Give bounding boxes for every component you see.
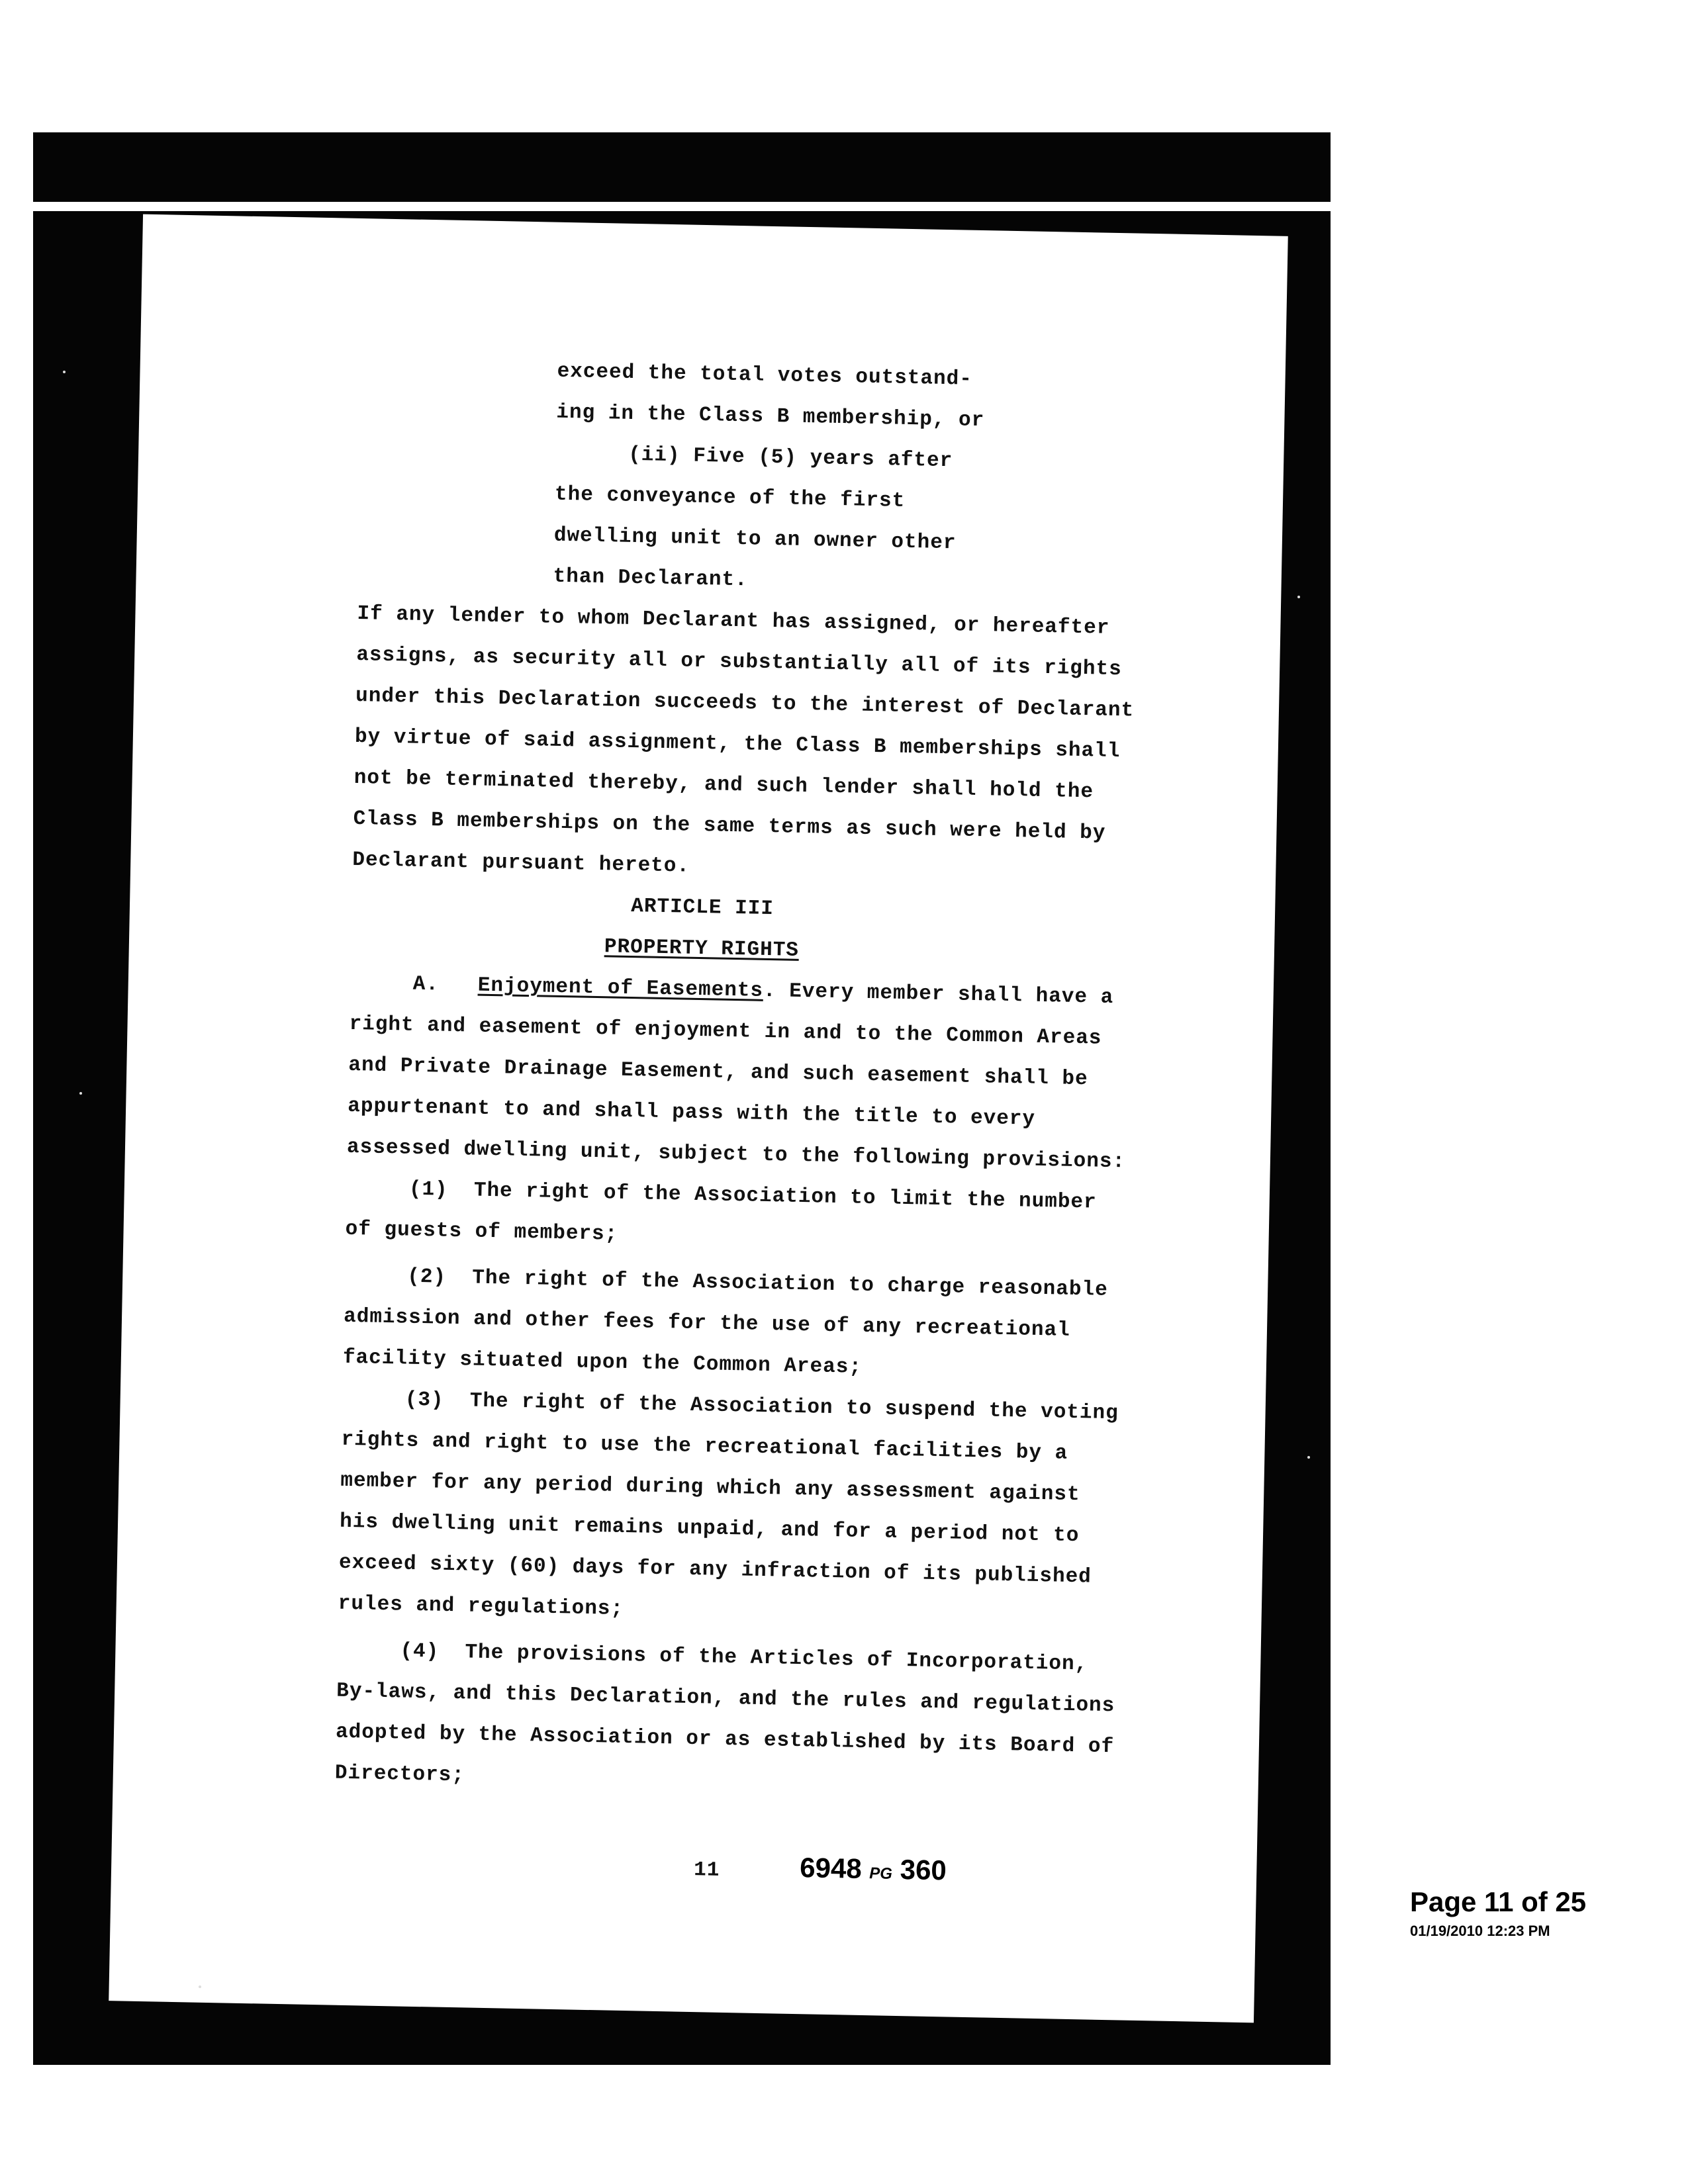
viewer-timestamp: 01/19/2010 12:23 PM xyxy=(1410,1923,1550,1939)
provision-line: member for any period during which any assessment against xyxy=(340,1469,1080,1507)
stamp-page: 360 xyxy=(900,1854,947,1886)
provision-line: rules and regulations; xyxy=(338,1592,624,1621)
body-line: (ii) Five (5) years after xyxy=(628,443,953,473)
provision-line: (4) The provisions of the Articles of Incorporation, xyxy=(400,1639,1088,1676)
article-heading: ARTICLE III xyxy=(630,894,774,921)
body-line: dwelling unit to an owner other xyxy=(553,523,957,555)
body-line: assessed dwelling unit, subject to the following provisions: xyxy=(346,1135,1126,1174)
body-line: not be terminated thereby, and such lender shall hold the xyxy=(353,766,1094,804)
section-a-line xyxy=(413,974,1114,1008)
scan-speck xyxy=(79,1092,82,1095)
section-heading: PROPERTY RIGHTS xyxy=(604,935,800,962)
provision-line: (2) The right of the Association to charge reasonable xyxy=(406,1265,1109,1302)
provision-line: facility situated upon the Common Areas; xyxy=(342,1345,863,1379)
body-line: If any lender to whom Declarant has assigned, or hereafter xyxy=(357,602,1110,640)
viewer-page-label: Page 11 of 25 xyxy=(1410,1886,1587,1917)
document-page xyxy=(109,214,1288,2023)
provision-line: (1) The right of the Association to limit the number xyxy=(408,1177,1097,1214)
body-line: and Private Drainage Easement, and such easement shall be xyxy=(348,1053,1088,1091)
body-line: exceed the total votes outstand- xyxy=(557,359,973,391)
provision-line: exceed sixty (60) days for any infraction of its published xyxy=(338,1551,1092,1589)
scan-speck xyxy=(63,371,66,373)
section-a-label: A. xyxy=(412,972,440,997)
provision-line: Directors; xyxy=(334,1761,465,1788)
provision-line: his dwelling unit remains unpaid, and for a period not to xyxy=(339,1510,1080,1548)
scan-speck xyxy=(1297,596,1300,598)
provision-line: adopted by the Association or as established by its Board of xyxy=(335,1720,1115,1759)
provision-line: By-laws, and this Declaration, and the rules and regulations xyxy=(336,1679,1115,1718)
body-line: assigns, as security all or substantially all of its rights xyxy=(356,643,1123,682)
body-line: right and easement of enjoyment in and to the Common Areas xyxy=(349,1012,1102,1050)
body-line: appurtenant to and shall pass with the title to every xyxy=(347,1094,1036,1131)
body-line: the conveyance of the first xyxy=(554,482,906,513)
section-a-title: Enjoyment of Easements xyxy=(477,974,764,1003)
stamp-book: 6948 xyxy=(799,1852,863,1884)
body-line: Class B memberships on the same terms as such were held by xyxy=(353,807,1106,845)
body-line: than Declarant. xyxy=(553,565,749,592)
body-line: Declarant pursuant hereto. xyxy=(352,848,690,878)
scan-speck xyxy=(1307,1456,1310,1459)
body-line: by virtue of said assignment, the Class B memberships shall xyxy=(354,725,1121,764)
recording-stamp xyxy=(800,1852,947,1886)
body-line: ing in the Class B membership, or xyxy=(556,400,985,433)
provision-line: admission and other fees for the use of any recreational xyxy=(343,1304,1071,1342)
provision-line: (3) The right of the Association to suspend the voting xyxy=(404,1388,1119,1426)
provision-line: of guests of members; xyxy=(345,1217,618,1246)
provision-line: rights and right to use the recreational facilities by a xyxy=(341,1428,1068,1465)
stamp-pg: PG xyxy=(868,1864,893,1883)
section-a-lead: . Every member shall have a xyxy=(763,979,1114,1010)
scan-speck xyxy=(199,1985,201,1988)
scan-top-band xyxy=(33,202,1331,211)
body-line: under this Declaration succeeds to the interest of Declarant xyxy=(355,684,1135,723)
page-number: 11 xyxy=(693,1858,720,1882)
